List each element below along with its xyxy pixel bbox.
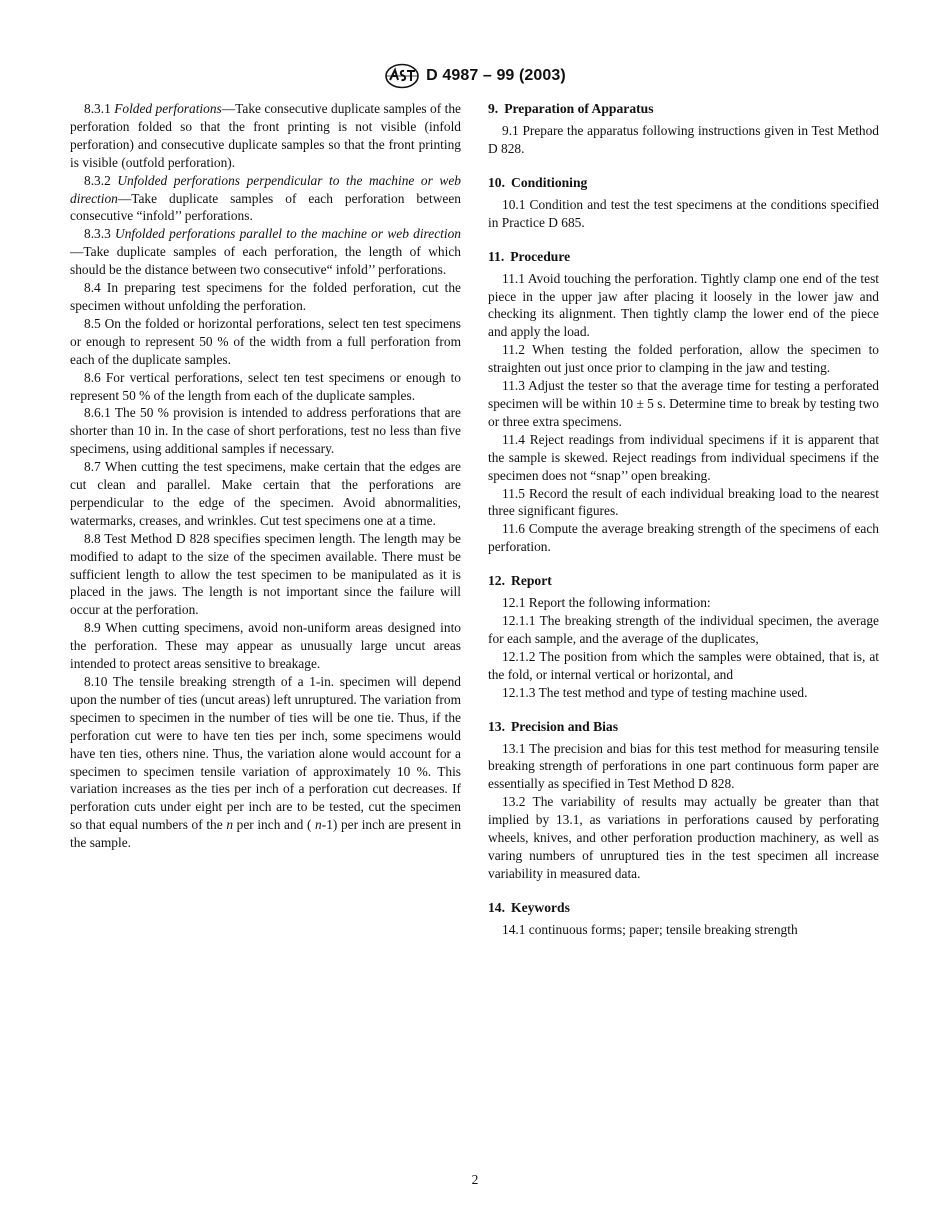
standard-designation: D 4987 – 99 (2003)	[426, 67, 566, 84]
paragraph-11-4: 11.4 Reject readings from individual specimens if it is apparent that the sample is skewed. Reject readings from individual specimens if the specimen does not “snap’’ open breaking.	[488, 431, 879, 483]
paragraph-8-8: 8.8 Test Method D 828 specifies specimen length. The length may be modified to adapt to the size of the specimen available. There must be sufficient length to allow the test specimen to be manipulated as it is placed in the jaws. The length is not important since the failure will occur at the perforation.	[70, 530, 461, 618]
section-heading-11: 11. Procedure	[488, 248, 571, 264]
paragraph-12-1-3: 12.1.3 The test method and type of testing machine used.	[502, 684, 808, 700]
paragraph-8-7: 8.7 When cutting the test specimens, make certain that the edges are cut clean and parallel. Make certain that the perforations are perpendicular to the edge of the specimen. Avoid abnormalities, watermarks, creases, and wrinkles. Cut test specimens one at a time.	[70, 459, 461, 528]
section-heading-12: 12. Report	[488, 573, 552, 589]
paragraph-9-1: 9.1 Prepare the apparatus following instructions given in Test Method D 828.	[488, 123, 879, 156]
paragraph-12-1: 12.1 Report the following information:	[502, 595, 711, 611]
paragraph-11-3: 11.3 Adjust the tester so that the average time for testing a perforated specimen will be within 10 ± 5 s. Determine time to break by testing two or three extra specimens.	[488, 378, 879, 429]
astm-logo-icon	[384, 63, 420, 89]
section-heading-13: 13. Precision and Bias	[488, 718, 619, 734]
paragraph-12-1-1: 12.1.1 The breaking strength of the individual specimen, the average for each sample, and the average of the duplicates,	[488, 613, 879, 646]
paragraph-14-1: 14.1 continuous forms; paper; tensile breaking strength	[502, 921, 798, 937]
paragraph-11-5: 11.5 Record the result of each individual breaking load to the nearest three significant figures.	[488, 485, 879, 519]
paragraph-13-2: 13.2 The variability of results may actually be greater than that implied by 13.1, as variations in perforations caused by perforating wheels, knives, and other perforation production machinery, as well as varing numbers of unruptured ties in the test specimen all increase variability in measured data.	[488, 794, 879, 881]
paragraph-11-6: 11.6 Compute the average breaking strength of the specimens of each perforation.	[488, 521, 879, 555]
page-number: 2	[471, 1172, 479, 1187]
paragraph-8-3-2: 8.3.2 Unfolded perforations perpendicular to the machine or web direction—Take duplicate samples of each perforation between consecutive “infold’’ perforations.	[70, 172, 461, 224]
right-column	[488, 100, 879, 939]
page-header	[0, 62, 950, 90]
paragraph-11-1: 11.1 Avoid touching the perforation. Tightly clamp one end of the test piece in the upper jaw after placing it loosely in the lower jaw and checking its alignment. Then tightly clamp the lower end of the piece and apply the load.	[488, 270, 879, 340]
paragraph-8-4: 8.4 In preparing test specimens for the folded perforation, cut the specimen without unfolding the perforation.	[70, 280, 461, 313]
paragraph-10-1: 10.1 Condition and test the test specimens at the conditions specified in Practice D 685.	[488, 196, 879, 230]
paragraph-8-10: 8.10 The tensile breaking strength of a 1-in. specimen will depend upon the number of ties (uncut areas) left unruptured. The variation from specimen to specimen in the number of ties will be one tie. Thus, if the perforation cut were to have ten ties per inch, some specimens would have ten ties, others nine. Thus, the variation alone would account for a specimen to specimen tensile variation of approximately 10 %. This variation increases as the ties per inch of a perforation cut decreases. If perforation cuts under eight per inch are to be tested, cut the specimen so that equal numbers of the n per inch and ( n-1) per inch are present in the sample.	[70, 674, 462, 851]
section-heading-10: 10. Conditioning	[488, 174, 588, 190]
paragraph-8-3-3: 8.3.3 Unfolded perforations parallel to the machine or web direction—Take duplicate samples of each perforation, the length of which should be the distance between two consecutive“ infold’’ perforations.	[70, 226, 461, 278]
paragraph-11-2: 11.2 When testing the folded perforation, allow the specimen to straighten out just once prior to clamping in the jaw and testing.	[488, 342, 879, 376]
paragraph-8-3-1: 8.3.1 Folded perforations—Take consecutive duplicate samples of the perforation folded so that the front printing is not visible (infold perforation) and consecutive duplicate samples so that the front printing is visible (outfold perforation).	[70, 101, 461, 170]
left-column	[70, 100, 461, 852]
paragraph-12-1-2: 12.1.2 The position from which the samples were obtained, that is, at the fold, or internal vertical or horizontal, and	[488, 648, 879, 682]
section-heading-14: 14. Keywords	[488, 899, 570, 915]
paragraph-8-9: 8.9 When cutting specimens, avoid non-uniform areas designed into the perforation. These may appear as unusually large uncut areas intended to protect areas sensitive to breakage.	[70, 620, 461, 672]
section-heading-9: 9. Preparation of Apparatus	[488, 101, 654, 116]
paragraph-13-1: 13.1 The precision and bias for this test method for measuring tensile breaking strength of perforations in one part continuous form paper are essentially as specified in Test Method D 828.	[488, 740, 879, 792]
paragraph-8-5: 8.5 On the folded or horizontal perforations, select ten test specimens or enough to represent 50 % of the width from a full perforation from each of the duplicate samples.	[70, 315, 461, 367]
paragraph-8-6-1: 8.6.1 The 50 % provision is intended to address perforations that are shorter than 10 in. In the case of short perforations, test no less than five specimens, using additional samples if necessary.	[70, 405, 461, 457]
paragraph-8-6: 8.6 For vertical perforations, select ten test specimens or enough to represent 50 % of the length from each of the duplicate samples.	[70, 369, 461, 403]
